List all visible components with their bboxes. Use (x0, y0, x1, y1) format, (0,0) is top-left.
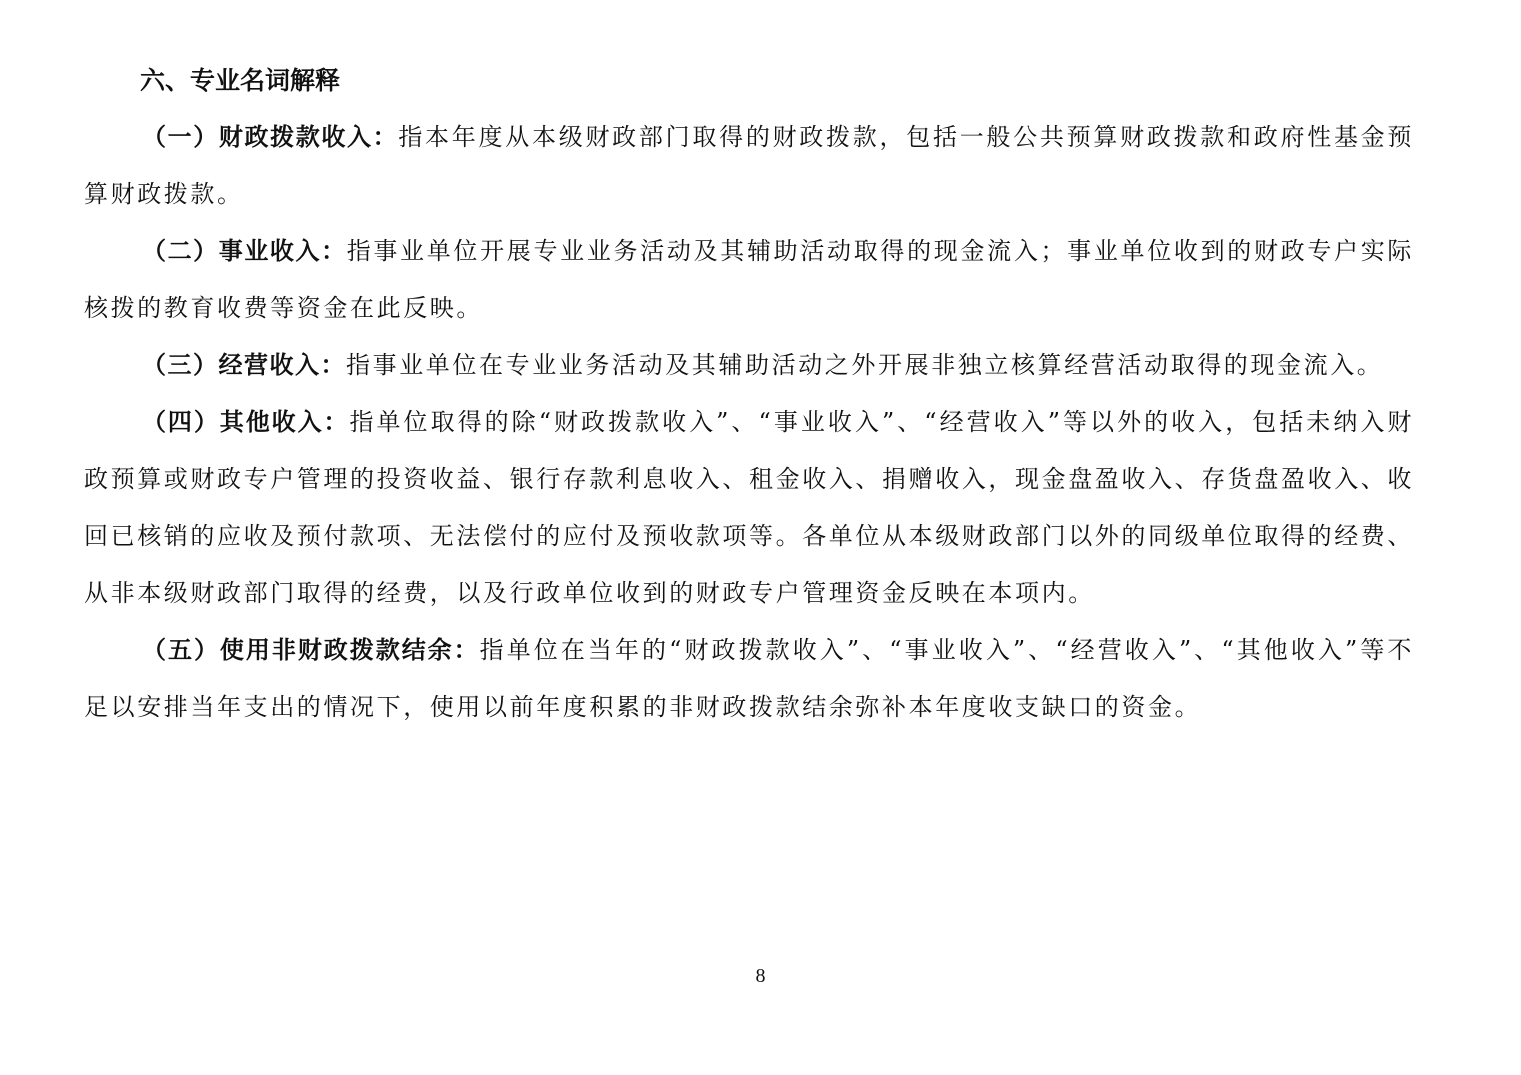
definition-non-fiscal-balance-usage (84, 622, 1414, 736)
document-body (84, 52, 1414, 736)
term-definition: 指事业单位开展专业业务活动及其辅助活动取得的现金流入；事业单位收到的财政专户实际核拨的教育收费等资金在此反映。 (84, 237, 1415, 322)
term-definition: 指事业单位在专业业务活动及其辅助活动之外开展非独立核算经营活动取得的现金流入。 (346, 351, 1384, 379)
term-label: （一）财政拨款收入： (142, 123, 399, 151)
definition-operating-income (84, 337, 1414, 394)
term-definition: 指单位取得的除“财政拨款收入”、“事业收入”、“经营收入”等以外的收入，包括未纳入财政预算或财政专户管理的投资收益、银行存款利息收入、租金收入、捐赠收入，现金盘盈收入、存货盘盈收入、收回已核销的应收及预付款项、无法偿付的应付及预收款项等。各单位从本级财政部门以外的同级单位取得的经费、从非本级财政部门取得的经费，以及行政单位收到的财政专户管理资金反映在本项内。 (84, 408, 1414, 607)
term-label: （二）事业收入： (142, 237, 347, 265)
definition-fiscal-appropriation-income (84, 109, 1414, 223)
term-label: （四）其他收入： (142, 408, 350, 436)
term-label: （三）经营收入： (142, 351, 346, 379)
definition-business-income (84, 223, 1414, 337)
term-definition: 指单位在当年的“财政拨款收入”、“事业收入”、“经营收入”、“其他收入”等不足以安排当年支出的情况下，使用以前年度积累的非财政拨款结余弥补本年度收支缺口的资金。 (84, 636, 1414, 721)
page-number: 8 (755, 965, 766, 987)
term-label: （五）使用非财政拨款结余： (142, 636, 480, 664)
term-definition: 指本年度从本级财政部门取得的财政拨款，包括一般公共预算财政拨款和政府性基金预算财政拨款。 (84, 123, 1415, 208)
definition-other-income (84, 394, 1414, 622)
section-heading: 六、专业名词解释 (140, 66, 341, 95)
